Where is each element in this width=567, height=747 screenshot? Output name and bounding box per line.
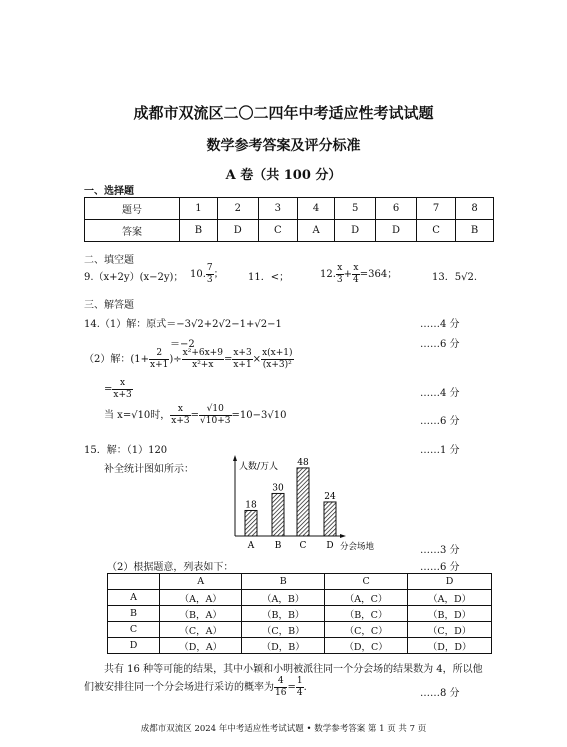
document-subtitle: 数学参考答案及评分标准 bbox=[206, 138, 361, 154]
table-cell: （D，D） bbox=[408, 638, 492, 654]
table-cell: C bbox=[325, 574, 408, 590]
table-cell: B bbox=[180, 220, 218, 242]
score: ……3 分 bbox=[420, 545, 460, 556]
q14-2-line3: 当 x=√10时， $\frac{x}{x+3}$ = $\frac{√10}{√10+3}$ =10−3√10 bbox=[104, 404, 287, 426]
category-tick-label: D bbox=[326, 541, 334, 551]
q14-1-line1: 14.（1）解：原式＝−3√2+2√2−1+√2−1 bbox=[84, 319, 282, 330]
conclusion-line1: 共有 16 种等可能的结果，其中小颖和小明被派往同一个分会场的结果数为 4，所以他 bbox=[104, 664, 483, 675]
table-cell: B bbox=[242, 574, 325, 590]
answer-q12: 12. $\frac{x}{3}$ + $\frac{x}{4}$ =364； bbox=[320, 263, 398, 285]
category-tick-label: C bbox=[299, 541, 307, 551]
table-cell bbox=[108, 574, 160, 590]
y-axis-arrow bbox=[233, 455, 237, 461]
table-cell: 7 bbox=[416, 198, 455, 220]
table-cell: D bbox=[376, 220, 417, 242]
y-axis-label: 人数/万人 bbox=[239, 462, 279, 472]
table-cell: C bbox=[258, 220, 297, 242]
bar-value-label: 18 bbox=[245, 500, 257, 511]
table-row bbox=[108, 590, 492, 606]
part-title: A 卷（共 100 分） bbox=[225, 168, 342, 183]
page-footer: 成都市双流区 2024 年中考适应性考试试题 • 数学参考答案 第 1 页 共 7 页 bbox=[140, 724, 427, 734]
x-axis-label: 分会场地 bbox=[340, 542, 375, 552]
bar-chart bbox=[225, 452, 390, 554]
table-cell: D bbox=[108, 638, 160, 654]
table-cell: 8 bbox=[456, 198, 494, 220]
table-row bbox=[108, 638, 492, 654]
q15-chart-intro: 补全统计图如所示： bbox=[104, 464, 194, 475]
q15-2-line: （2）根据题意，列表如下： bbox=[107, 562, 234, 573]
answer-table bbox=[84, 197, 494, 242]
score: ……8 分 bbox=[420, 688, 460, 699]
table-row bbox=[108, 606, 492, 622]
table-cell: D bbox=[217, 220, 258, 242]
table-cell: （A，D） bbox=[408, 590, 492, 606]
table-row bbox=[108, 622, 492, 638]
document-title: 成都市双流区二〇二四年中考适应性考试试题 bbox=[133, 104, 434, 122]
table-cell: 6 bbox=[376, 198, 417, 220]
table-cell: 4 bbox=[297, 198, 334, 220]
q14-2-line2: = $\frac{x}{x+3}$ bbox=[104, 378, 132, 400]
outcome-table bbox=[107, 573, 492, 654]
table-cell: （A，B） bbox=[242, 590, 325, 606]
table-cell: （D，C） bbox=[325, 638, 408, 654]
score: ……1 分 bbox=[420, 445, 460, 456]
section-heading-choice: 一、选择题 bbox=[84, 186, 134, 197]
table-cell: B bbox=[108, 606, 160, 622]
category-tick-label: B bbox=[274, 541, 282, 551]
table-cell: （B，B） bbox=[242, 606, 325, 622]
section-heading-solve: 三、解答题 bbox=[84, 300, 134, 311]
table-cell: A bbox=[160, 574, 242, 590]
score: ……4 分 bbox=[420, 388, 460, 399]
table-cell: D bbox=[335, 220, 376, 242]
answer-q13: 13．5√2. bbox=[432, 272, 477, 283]
table-cell: 3 bbox=[258, 198, 297, 220]
table-cell: （C，D） bbox=[408, 622, 492, 638]
table-row bbox=[85, 198, 494, 220]
table-row bbox=[108, 574, 492, 590]
score: ……4 分 bbox=[420, 319, 460, 330]
table-cell: （C，C） bbox=[325, 622, 408, 638]
bar-D bbox=[324, 502, 336, 536]
answer-q9: 9.（x+2y）(x−2y)； bbox=[84, 272, 184, 283]
bar-C bbox=[297, 468, 309, 536]
table-cell: 答案 bbox=[85, 220, 180, 242]
table-cell: C bbox=[416, 220, 455, 242]
table-cell: 5 bbox=[335, 198, 376, 220]
answer-q11: 11．<； bbox=[248, 272, 290, 283]
bar-A bbox=[245, 510, 257, 536]
table-cell: （B，C） bbox=[325, 606, 408, 622]
score: ……6 分 bbox=[420, 339, 460, 350]
answer-q10: 10. $\frac{7}{3}$ ； bbox=[190, 263, 224, 285]
table-cell: D bbox=[408, 574, 492, 590]
table-cell: 题号 bbox=[85, 198, 180, 220]
q14-2-line1: （2）解：(1+ $\frac{2}{x+1}$ )÷ $\frac{\text{x²+6x+9}}{\text{x²+x}}$ = $\frac{x+3}{x+1}$ × $\frac{x(x+1)}{\text{(x+3)²}}$ bbox=[84, 348, 293, 370]
bar-value-label: 30 bbox=[272, 483, 284, 494]
conclusion-line2: 们被安排往同一个分会场进行采访的概率为 $\frac{4}{16}$ = $\frac{1}{4}$ . bbox=[84, 676, 307, 698]
table-cell: （D，B） bbox=[242, 638, 325, 654]
table-cell: 1 bbox=[180, 198, 218, 220]
table-cell: （D，A） bbox=[160, 638, 242, 654]
table-cell: （B，A） bbox=[160, 606, 242, 622]
table-cell: （C，B） bbox=[242, 622, 325, 638]
table-cell: （A，A） bbox=[160, 590, 242, 606]
bar-value-label: 24 bbox=[324, 491, 336, 502]
table-cell: （C，A） bbox=[160, 622, 242, 638]
table-cell: A bbox=[297, 220, 334, 242]
score: ……6 分 bbox=[420, 562, 460, 573]
score: ……6 分 bbox=[420, 416, 460, 427]
table-cell: C bbox=[108, 622, 160, 638]
table-cell: B bbox=[456, 220, 494, 242]
category-tick-label: A bbox=[247, 541, 255, 551]
bar-B bbox=[272, 493, 284, 536]
table-cell: 2 bbox=[217, 198, 258, 220]
x-axis-arrow bbox=[340, 534, 346, 538]
table-cell: A bbox=[108, 590, 160, 606]
q15-1-line: 15．解：（1）120 bbox=[84, 445, 168, 456]
table-cell: （B，D） bbox=[408, 606, 492, 622]
q14-1-line2: ＝−2 bbox=[170, 339, 195, 350]
table-row bbox=[85, 220, 494, 242]
bar-value-label: 48 bbox=[297, 457, 309, 468]
section-heading-fill: 二、填空题 bbox=[84, 255, 134, 266]
table-cell: （A，C） bbox=[325, 590, 408, 606]
